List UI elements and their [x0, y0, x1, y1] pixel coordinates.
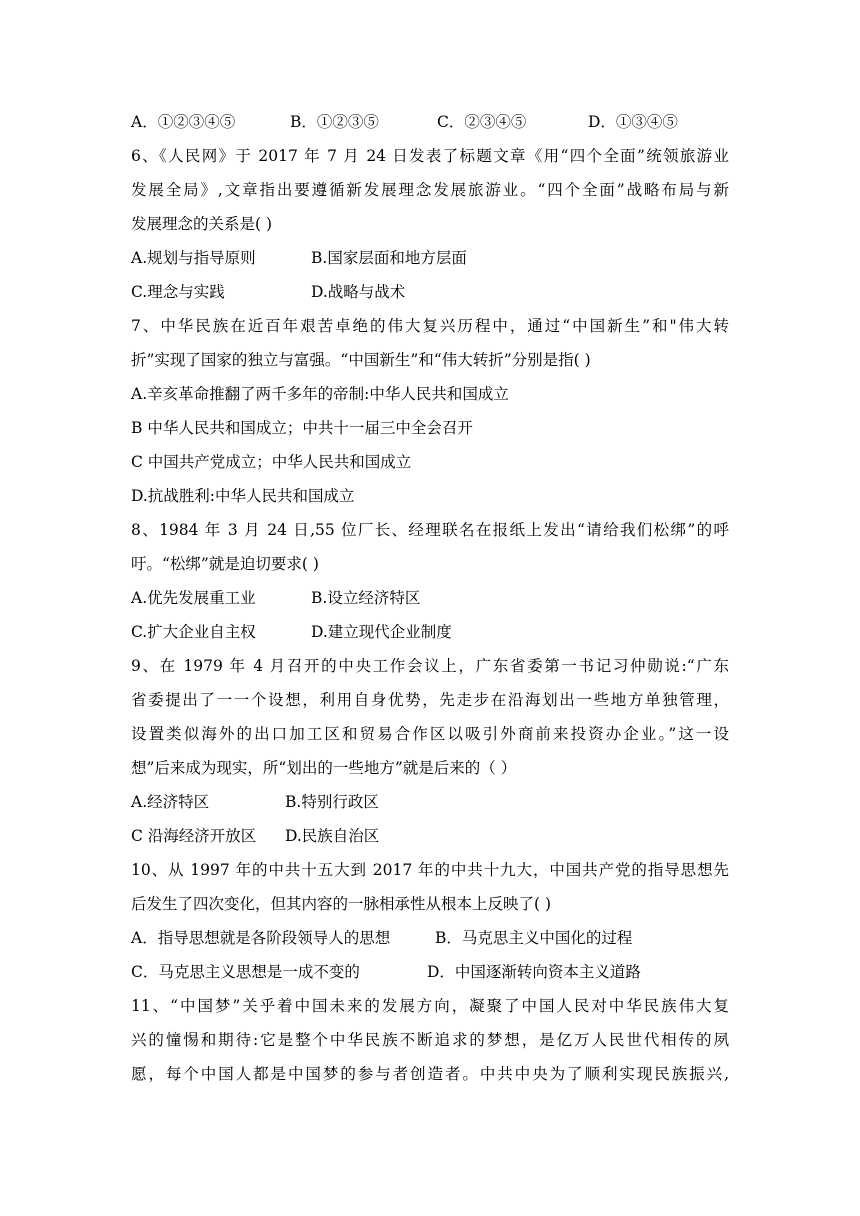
q8-option-b: B.设立经济特区 — [311, 589, 421, 607]
q6-option-b: B.国家层面和地方层面 — [311, 249, 467, 267]
q9-option-a: A.经济特区 — [131, 793, 210, 811]
q9-option-b: B.特别行政区 — [285, 793, 379, 811]
q6-option-a: A.规划与指导原则 — [131, 249, 256, 267]
q6-stem-line-2: 发展全局》,文章指出要遵循新发展理念发展旅游业。“四个全面”战略布局与新 — [131, 181, 729, 199]
q7-option-d: D.抗战胜利:中华人民共和国成立 — [131, 487, 355, 505]
q10-option-d: D．中国逐渐转向资本主义道路 — [427, 963, 641, 981]
option-d: D．①③④⑤ — [588, 113, 678, 131]
q8-option-c: C.扩大企业自主权 — [131, 623, 256, 641]
option-c: C．②③④⑤ — [437, 113, 527, 131]
q11-stem-line-1: 11、“中国梦”关乎着中国未来的发展方向，凝聚了中国人民对中华民族伟大复 — [131, 997, 729, 1015]
q10-option-a: A．指导思想就是各阶段领导人的思想 — [131, 929, 391, 947]
q8-option-a: A.优先发展重工业 — [131, 589, 256, 607]
q7-stem-line-2: 折”实现了国家的独立与富强。“中国新生”和“伟大转折”分别是指( ) — [131, 351, 591, 369]
q9-stem-line-4: 想”后来成为现实，所“划出的一些地方”就是后来的（ ） — [131, 759, 517, 777]
option-b: B．①②③⑤ — [290, 113, 379, 131]
q6-stem-line-3: 发展理念的关系是( ) — [131, 215, 273, 233]
q6-option-c: C.理念与实践 — [131, 283, 225, 301]
q7-option-a: A.辛亥革命推翻了两千多年的帝制:中华人民共和国成立 — [131, 385, 509, 403]
q8-stem-line-1: 8、1984 年 3 月 24 日,55 位厂长、经理联名在报纸上发出“请给我们松绑”的呼 — [131, 521, 729, 539]
option-a: A．①②③④⑤ — [131, 113, 236, 131]
q10-option-c: C．马克思主义思想是一成不变的 — [131, 963, 360, 981]
q6-option-d: D.战略与战术 — [311, 283, 406, 301]
q9-option-d: D.民族自治区 — [285, 827, 380, 845]
q10-stem-line-2: 后发生了四次变化，但其内容的一脉相承性从根本上反映了( ) — [131, 895, 552, 913]
q9-option-c: C 沿海经济开放区 — [131, 827, 257, 845]
q7-option-c: C 中国共产党成立；中华人民共和国成立 — [131, 453, 412, 471]
q7-option-b: B 中华人民共和国成立；中共十一届三中全会召开 — [131, 419, 473, 437]
q7-stem-line-1: 7、中华民族在近百年艰苦卓绝的伟大复兴历程中，通过“中国新生”和"伟大转 — [131, 317, 729, 335]
q8-stem-line-2: 吁。“松绑”就是迫切要求( ) — [131, 555, 319, 573]
q8-option-d: D.建立现代企业制度 — [311, 623, 452, 641]
q6-stem-line-1: 6、《人民网》于 2017 年 7 月 24 日发表了标题文章《用“四个全面”统领旅游业 — [131, 147, 729, 165]
q9-stem-line-1: 9、在 1979 年 4 月召开的中央工作会议上，广东省委第一书记习仲勋说:“广东 — [131, 657, 729, 675]
q11-stem-line-3: 愿，每个中国人都是中国梦的参与者创造者。中共中央为了顺利实现民族振兴, — [131, 1065, 729, 1083]
q10-option-b: B．马克思主义中国化的过程 — [435, 929, 633, 947]
q9-stem-line-3: 设置类似海外的出口加工区和贸易合作区以吸引外商前来投资办企业。”这一设 — [131, 725, 729, 743]
q9-stem-line-2: 省委提出了一一个设想，利用自身优势，先走步在沿海划出一些地方单独管理， — [131, 691, 729, 709]
q10-stem-line-1: 10、从 1997 年的中共十五大到 2017 年的中共十九大，中国共产党的指导思想先 — [131, 861, 729, 879]
q11-stem-line-2: 兴的憧惕和期待:它是整个中华民族不断追求的梦想，是亿万人民世代相传的夙 — [131, 1031, 729, 1049]
